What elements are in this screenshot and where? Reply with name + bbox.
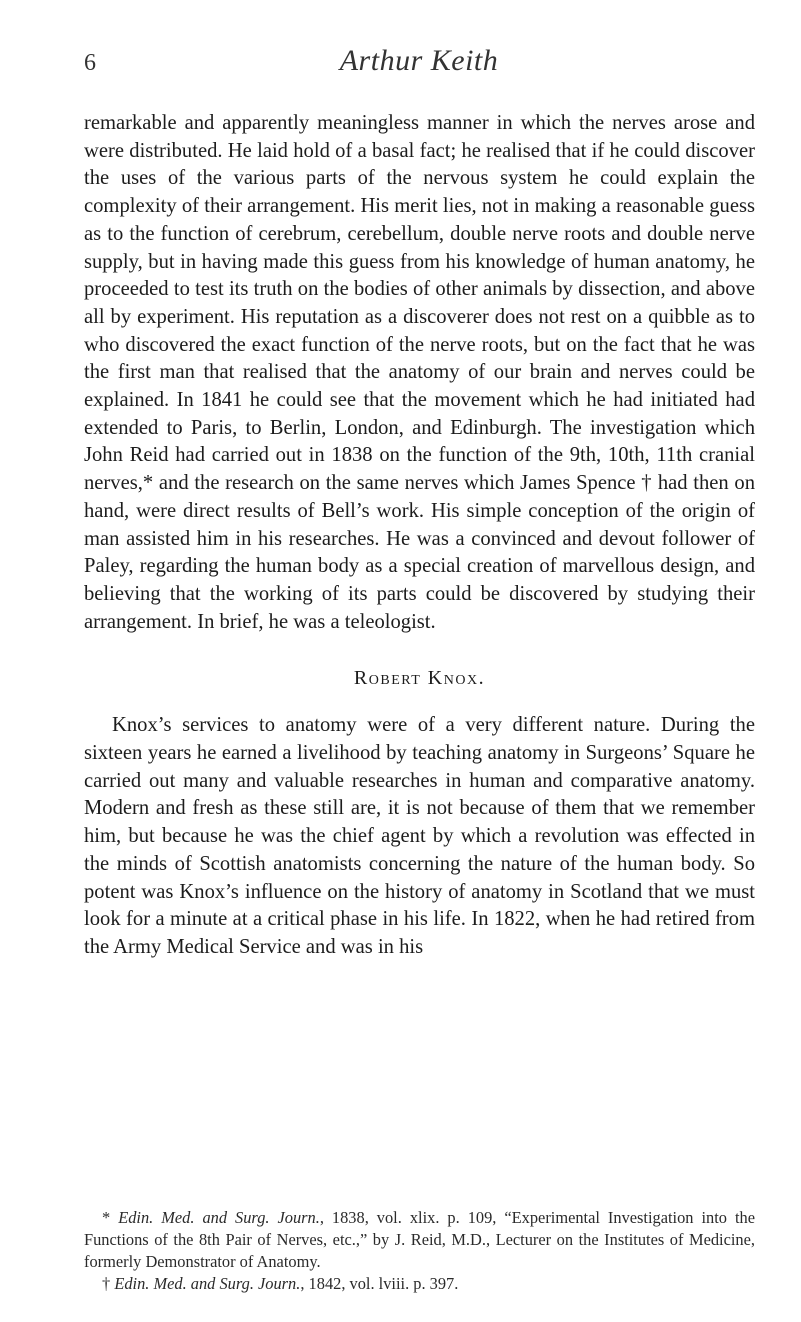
footnote-1 [84, 1207, 755, 1273]
body-text [84, 110, 755, 962]
page-header [84, 44, 754, 84]
running-head: Arthur Keith [339, 44, 499, 77]
paragraph-bell-continued: remarkable and apparently meaningless manner in which the nerves arose and were distributed. He laid hold of a basal fact; he realised that if he could discover the uses of the various parts of the nervous system he could explain the complexity of their arrangement. His merit lies, not in making a reasonable guess as to the function of cerebrum, cerebellum, double nerve roots and double nerve supply, but in having made this guess from his knowledge of human anatomy, he proceeded to test its truth on the bodies of other animals by dissection, and above all by experiment. His reputation as a discoverer does not rest on a quibble as to who discovered the exact function of the nerve roots, but on the fact that he was the first man that realised that the anatomy of our brain and nerves could be explained. In 1841 he could see that the movement which he had initiated had extended to Paris, to Berlin, London, and Edinburgh. The investigation which John Reid had carried out in 1838 on the function of the 9th, 10th, 11th cranial nerves,* and the research on the same nerves which James Spence † had then on hand, were direct results of Bell’s work. His simple conception of the origin of man assisted him in his researches. He was a convinced and devout follower of Paley, regarding the human body as a special creation of marvellous design, and believing that the working of its parts could be discovered by studying their arrangement. In brief, he was a teleologist. [84, 112, 755, 633]
footnote-1-text: , 1838, vol. xlix. p. 109, “Experimental Investigation into the Functions of the 8th Pair of Nerves, etc.,” by J. Reid, M.D., Lecturer on the Institutes of Medicine, formerly Demonstrator of Anatomy. [84, 1208, 756, 1271]
page-number: 6 [84, 50, 96, 76]
footnote-2 [84, 1273, 755, 1295]
footnote-2-text: , 1842, vol. lviii. p. 397. [300, 1274, 459, 1293]
footnote-2-mark: † [102, 1274, 111, 1293]
footnote-1-journal: Edin. Med. and Surg. Journ. [118, 1208, 320, 1227]
footnote-2-journal: Edin. Med. and Surg. Journ. [114, 1274, 301, 1293]
footnote-1-mark: * [102, 1208, 111, 1227]
footnotes [84, 1207, 755, 1295]
section-heading-robert-knox: Robert Knox. [353, 667, 486, 690]
paragraph-knox: Knox’s services to anatomy were of a very different nature. During the sixteen years he earned a livelihood by teaching anatomy in Surgeons’ Square he carried out many and valuable researches in human and comparative anatomy. Modern and fresh as these still are, it is not because of them that we remember him, but because he was the chief agent by which a revolution was effected in the minds of Scottish anatomists concerning the nature of the human body. So potent was Knox’s influence on the history of anatomy in Scotland that we must look for a minute at a critical phase in his life. In 1822, when he had retired from the Army Medical Service and was in his [84, 714, 755, 958]
